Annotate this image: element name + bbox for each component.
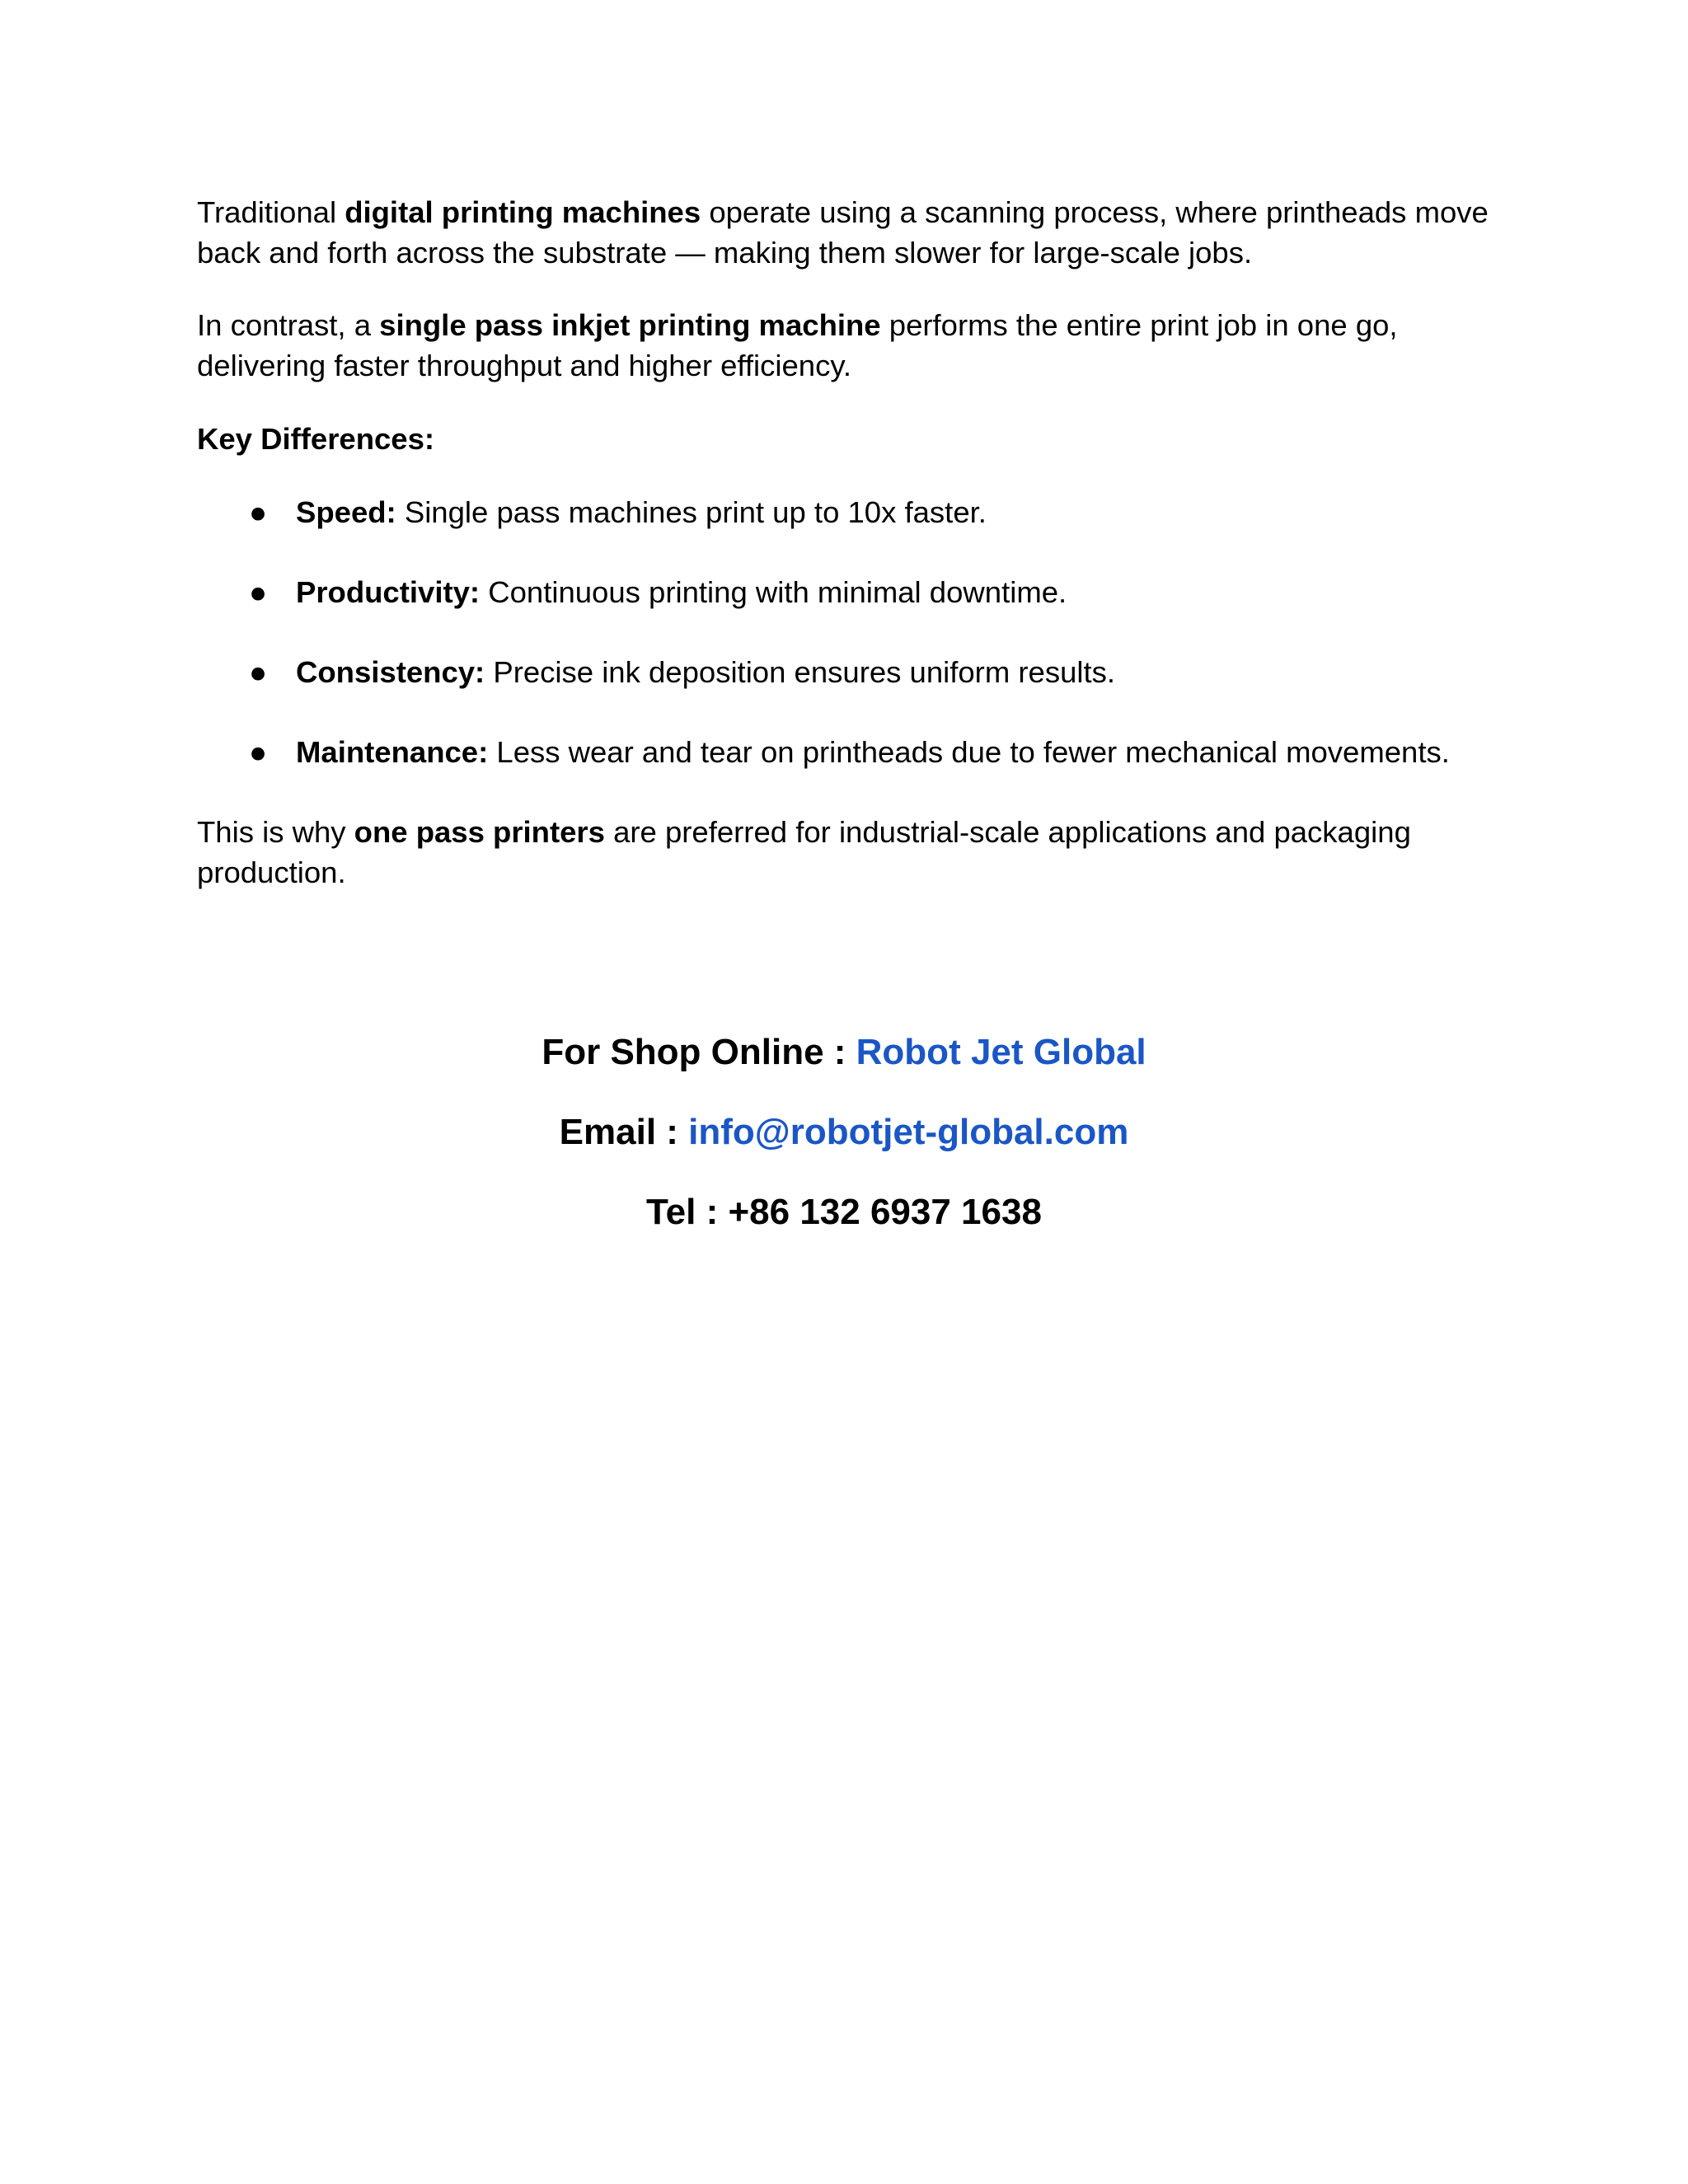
paragraph-conclusion-bold: one pass printers [354,815,605,849]
email-label: Email : [559,1112,689,1152]
list-item-maintenance [197,732,1491,772]
list-item-productivity [197,572,1491,612]
bullet-term: Maintenance: [296,735,489,769]
paragraph-contrast-bold: single pass inkjet printing machine [379,308,881,342]
bullet-term: Consistency: [296,655,485,689]
bullet-text: Less wear and tear on printheads due to fewer mechanical movements. [488,735,1450,769]
list-item-consistency [197,652,1491,692]
bullet-term: Productivity: [296,575,481,609]
shop-online-line [0,1028,1688,1077]
shop-online-link[interactable]: Robot Jet Global [856,1032,1146,1072]
paragraph-conclusion-post: are preferred for industrial-scale applications and packaging production. [197,815,1411,889]
bullet-text: Single pass machines print up to 10x faster. [396,495,987,529]
list-item-speed [197,492,1491,532]
telephone-text: Tel : +86 132 6937 1638 [646,1192,1042,1232]
document-body [197,192,1491,893]
paragraph-intro-pre: Traditional [197,195,345,229]
paragraph-intro [197,192,1491,273]
shop-online-label: For Shop Online : [542,1032,856,1072]
bullet-text: Continuous printing with minimal downtime. [480,575,1067,609]
paragraph-contrast [197,305,1491,386]
email-line [0,1108,1688,1157]
bullet-text: Precise ink deposition ensures uniform results. [485,655,1116,689]
bullet-icon: ● [249,495,268,529]
paragraph-conclusion-pre: This is why [197,815,354,849]
paragraph-intro-post: operate using a scanning process, where printheads move back and forth across the substrate — making them slower for large-scale jobs. [197,195,1489,269]
paragraph-intro-bold: digital printing machines [345,195,701,229]
paragraph-contrast-pre: In contrast, a [197,308,380,342]
telephone-line [0,1188,1688,1237]
paragraph-conclusion [197,812,1491,893]
bullet-icon: ● [249,655,268,689]
bullet-icon: ● [249,735,268,769]
bullet-icon: ● [249,575,268,609]
key-differences-list [197,492,1491,772]
key-differences-heading: Key Differences: [197,422,435,456]
paragraph-contrast-post: performs the entire print job in one go, delivering faster throughput and higher efficiency. [197,308,1398,382]
email-link[interactable]: info@robotjet-global.com [688,1112,1129,1152]
bullet-term: Speed: [296,495,396,529]
